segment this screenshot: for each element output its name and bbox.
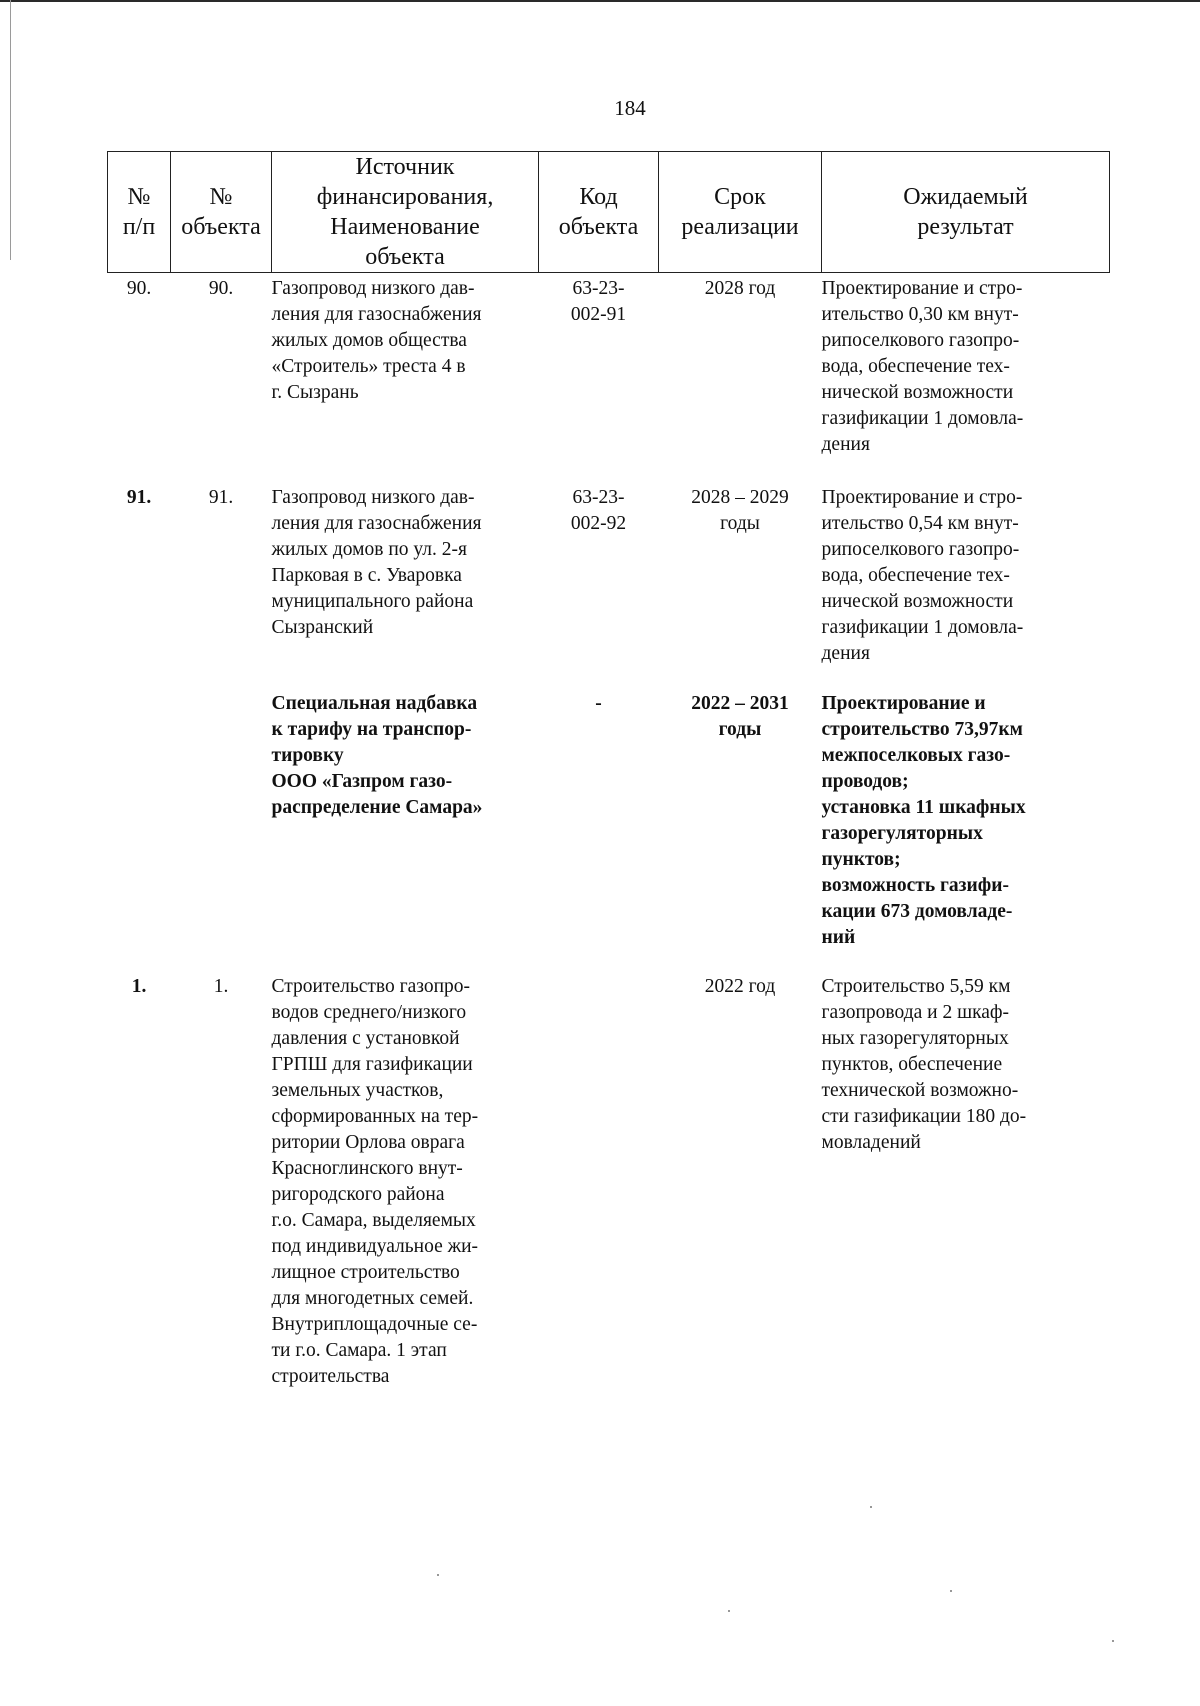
row-object-name: Газопровод низкого дав- ления для газоснабжения жилых домов общества «Строитель» треста 4 в г. Сызрань (271, 278, 482, 403)
row-num: 1. (131, 976, 147, 997)
row-expected-result: Проектирование и стро- ительство 0,30 км внут- рипоселкового газопро- вода, обеспечение тех- нической возможности газификации 1 домовла- дения (821, 278, 1024, 455)
row-object-number: 91. (208, 487, 234, 508)
row-num: 91. (126, 487, 152, 508)
scan-speck (950, 1590, 952, 1592)
row-object-name: Строительство газопро- водов среднего/низкого давления с установкой ГРПШ для газификации земельных участков, сформированных на тер- ритории Орлова оврага Красноглинского внут- ригородского района г.о. Самара, выделяемых под индивидуальное жи- лищное строительство для многодетных семей. Внутриплощадочные се- ти г.о. Самара. 1 этап строительства (271, 976, 479, 1387)
row-object-code (539, 974, 659, 1390)
row-term: 2028 – 2029 годы (691, 487, 789, 534)
row-object-name: Специальная надбавка к тарифу на транспор- тировку ООО «Газпром газо- распределение Самара» (271, 693, 483, 818)
row-term: 2022 год (704, 976, 776, 997)
table-row (108, 273, 1110, 482)
header-funding-source: Источник финансирования, Наименование объекта (272, 152, 539, 273)
scan-speck (1112, 1640, 1114, 1642)
row-object-code: - (595, 693, 602, 714)
investment-program-table (107, 151, 1110, 1390)
table-header-row (108, 152, 1110, 273)
section-row-special-surcharge (108, 691, 1110, 974)
row-object-number: 1. (213, 976, 229, 997)
scan-speck (870, 1506, 872, 1508)
row-expected-result: Проектирование и строительство 73,97км межпоселковых газо- проводов; установка 11 шкафных газорегуляторных пунктов; возможность газифи- кации 673 домовладе- ний (821, 693, 1026, 948)
scan-speck (728, 1610, 730, 1612)
row-object-name: Газопровод низкого дав- ления для газоснабжения жилых домов по ул. 2-я Парковая в с. Уваровка муниципального района Сызранский (271, 487, 482, 638)
row-object-number (171, 691, 272, 974)
row-object-code: 63-23- 002-92 (570, 487, 627, 534)
row-expected-result: Проектирование и стро- ительство 0,54 км внут- рипоселкового газопро- вода, обеспечение тех- нической возможности газификации 1 домовла- дения (821, 487, 1024, 664)
header-object-code: Код объекта (539, 152, 659, 273)
header-object-number: № объекта (171, 152, 272, 273)
scan-edge-top (0, 0, 1200, 2)
scan-edge-left (10, 0, 11, 260)
row-object-number: 90. (208, 278, 234, 299)
scan-speck (437, 1574, 439, 1576)
row-expected-result: Строительство 5,59 км газопровода и 2 шкаф- ных газорегуляторных пунктов, обеспечение технической возможно- сти газификации 180 до- мовладений (821, 976, 1027, 1153)
header-num: № п/п (108, 152, 171, 273)
row-num (108, 691, 171, 974)
page-number: 184 (614, 96, 646, 120)
row-num: 90. (126, 278, 152, 299)
table-row (108, 481, 1110, 691)
header-term: Срок реализации (659, 152, 822, 273)
table-row (108, 974, 1110, 1390)
header-expected-result: Ожидаемый результат (822, 152, 1110, 273)
row-term: 2022 – 2031 годы (691, 693, 789, 740)
row-term: 2028 год (704, 278, 776, 299)
row-object-code: 63-23- 002-91 (570, 278, 627, 325)
